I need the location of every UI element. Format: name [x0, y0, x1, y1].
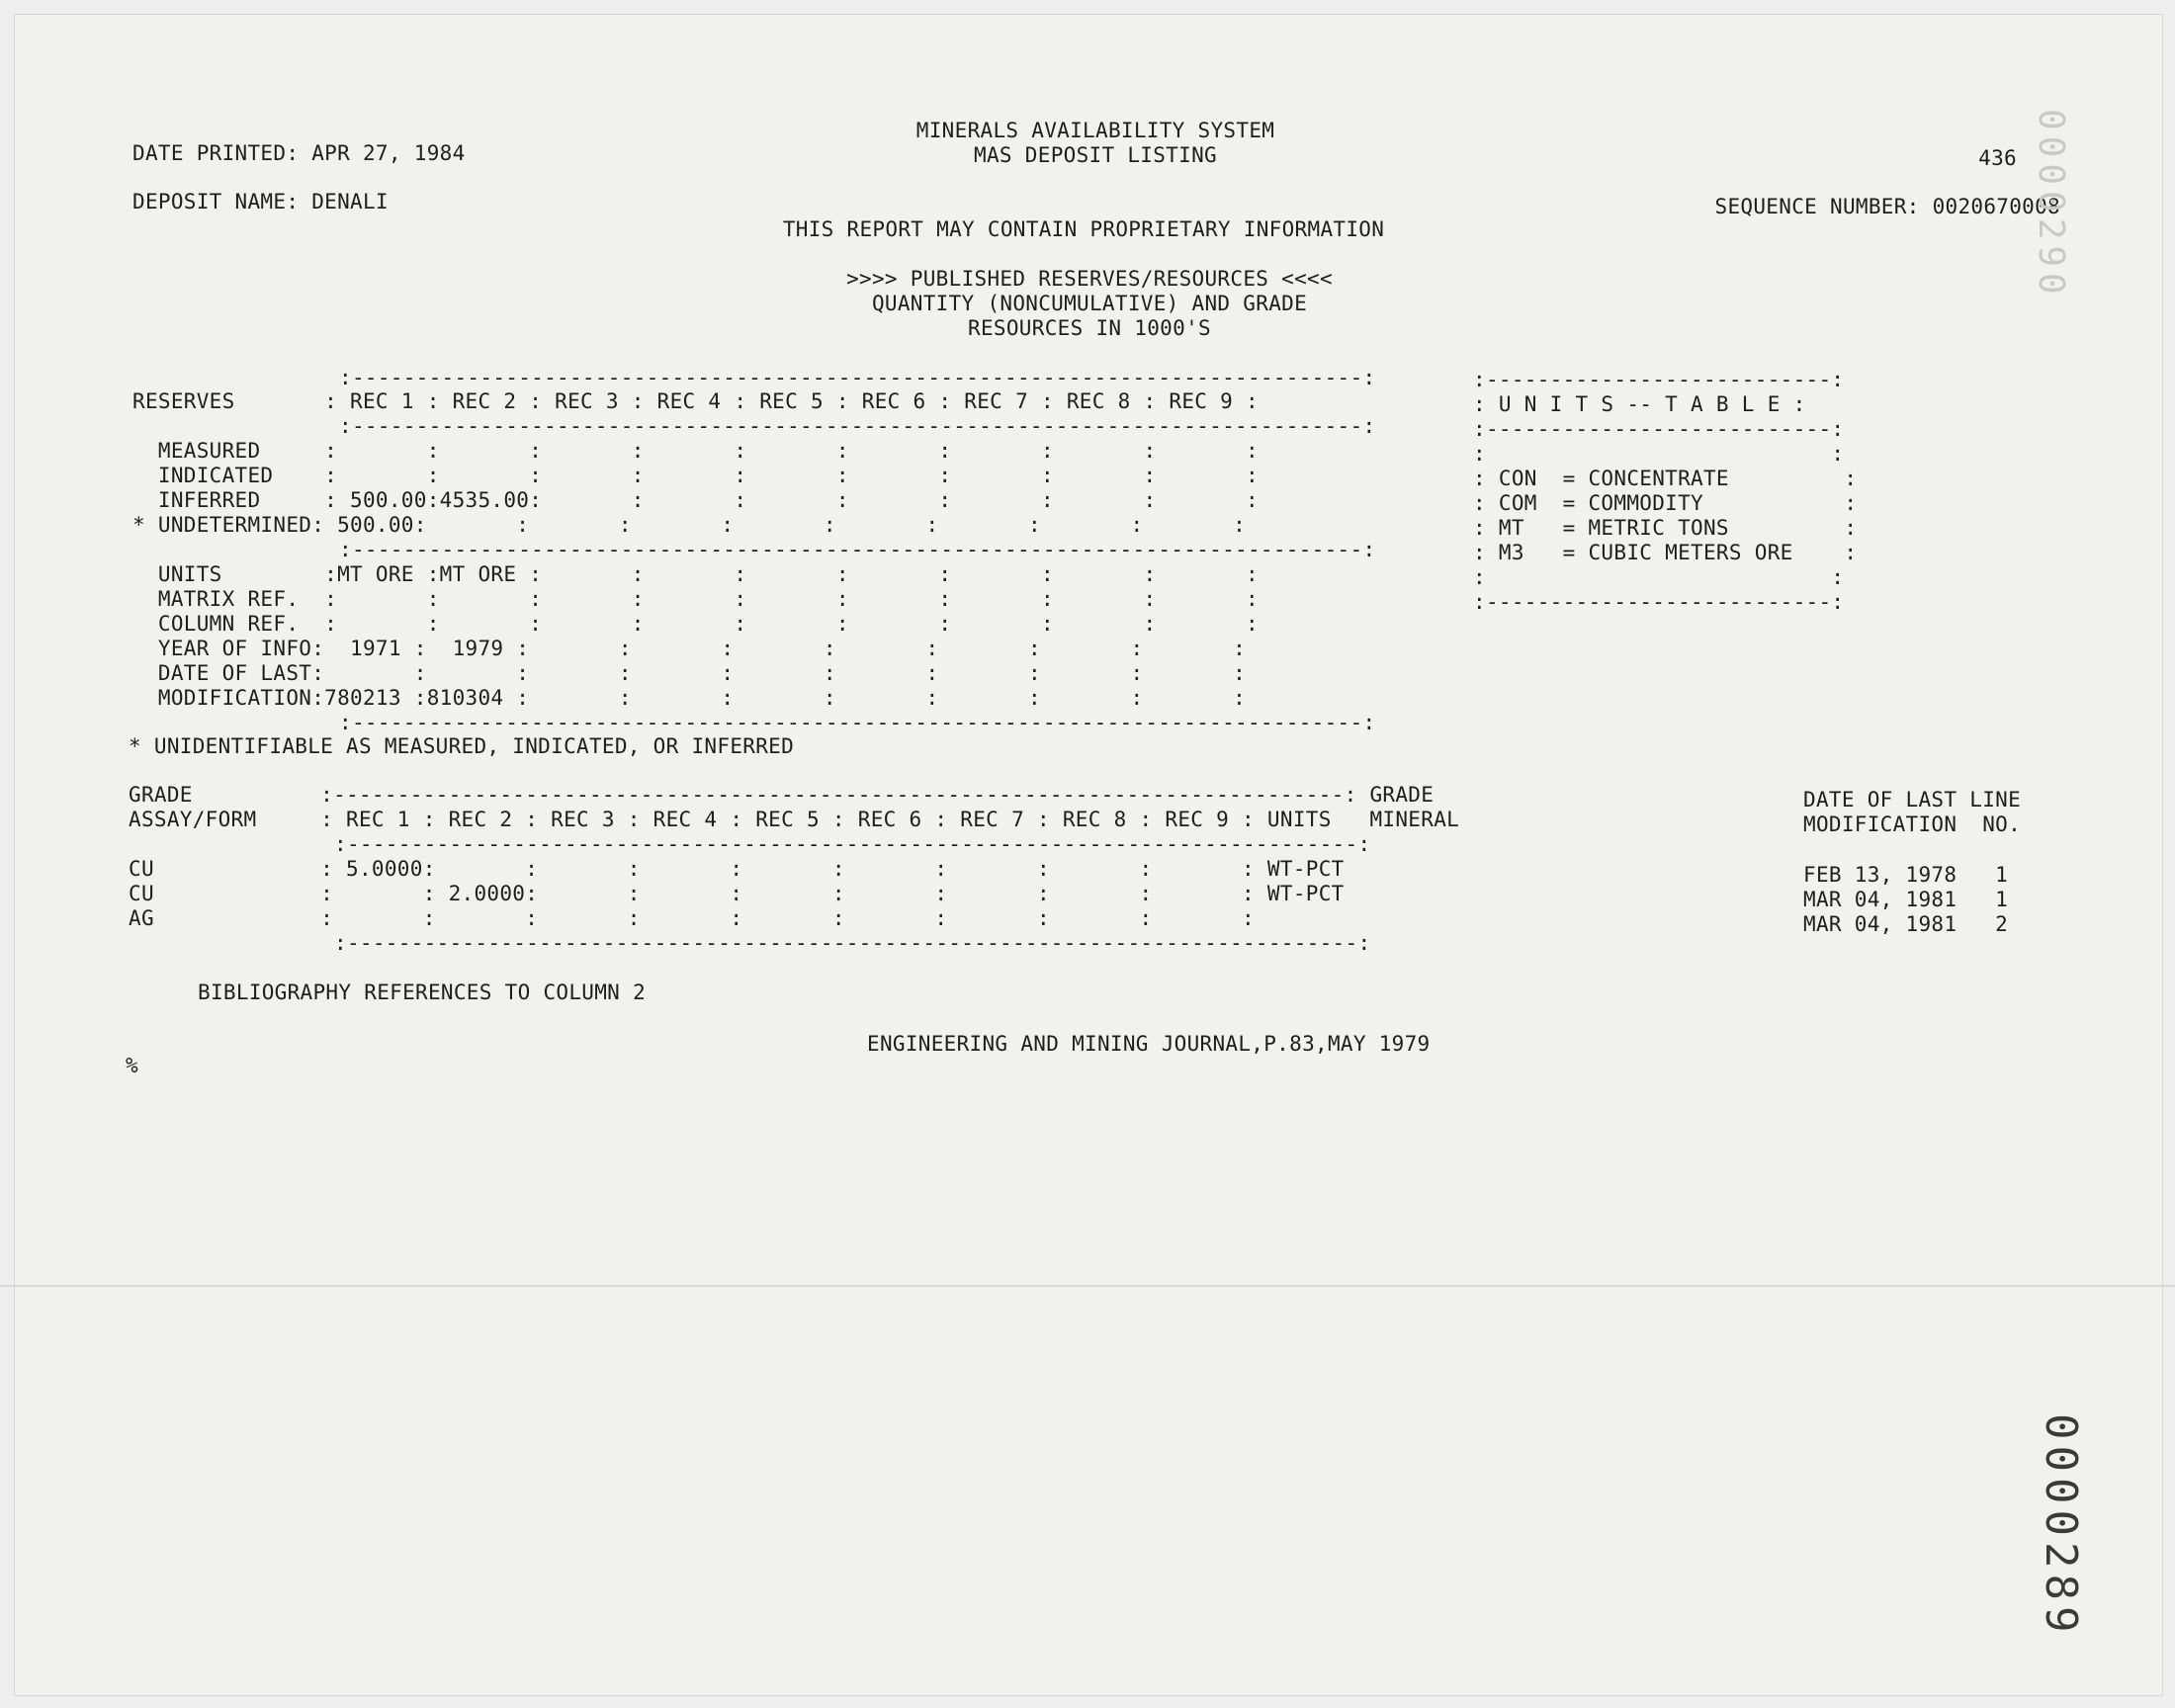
page-stamp-faint: 0000290	[2031, 109, 2071, 300]
bibliography-reference: ENGINEERING AND MINING JOURNAL,P.83,MAY 1979	[867, 1032, 1431, 1056]
table-border: :-------------------------------------------------------------------------------:	[339, 414, 1376, 438]
table-row: AG : : : : : : : : : :	[129, 906, 1255, 930]
sequence-number: SEQUENCE NUMBER: 0020670008	[1714, 195, 2060, 218]
section-title: >>>> PUBLISHED RESERVES/RESOURCES <<<<	[846, 267, 1333, 291]
table-row: * UNDETERMINED: 500.00: : : : : : : : :	[132, 513, 1247, 537]
units-table-border: :---------------------------:	[1473, 368, 1845, 391]
table-row: RESERVES : REC 1 : REC 2 : REC 3 : REC 4 : REC 5 : REC 6 : REC 7 : REC 8 : REC 9 :	[132, 389, 1259, 413]
table-row: MODIFICATION:780213 :810304 : : : : : : : :	[132, 686, 1247, 710]
units-table-border: :---------------------------:	[1473, 417, 1845, 441]
proprietary-notice: THIS REPORT MAY CONTAIN PROPRIETARY INFORMATION	[782, 217, 1385, 241]
table-row: INFERRED : 500.00:4535.00: : : : : : : :	[132, 488, 1259, 512]
listing-title: MAS DEPOSIT LISTING	[974, 143, 1217, 167]
table-row: COLUMN REF. : : : : : : : : : :	[132, 612, 1259, 636]
table-row: INDICATED : : : : : : : : : :	[132, 464, 1259, 487]
table-row: UNITS :MT ORE :MT ORE : : : : : : : :	[132, 562, 1259, 586]
system-title: MINERALS AVAILABILITY SYSTEM	[915, 119, 1275, 142]
modification-row: FEB 13, 1978 1	[1803, 863, 2009, 887]
page-fold-line	[0, 1285, 2175, 1287]
table-border: :-------------------------------------------------------------------------------:	[339, 538, 1376, 561]
table-row: MEASURED : : : : : : : : : :	[132, 439, 1259, 463]
modification-header: MODIFICATION NO.	[1803, 812, 2022, 836]
table-row: CU : : 2.0000: : : : : : : : WT-PCT	[129, 882, 1345, 905]
modification-row: MAR 04, 1981 2	[1803, 912, 2009, 936]
units-table-row: : :	[1473, 442, 1845, 466]
table-row: MATRIX REF. : : : : : : : : : :	[132, 587, 1259, 611]
table-row: YEAR OF INFO: 1971 : 1979 : : : : : : : :	[132, 637, 1247, 660]
page-stamp: 0000289	[2036, 1413, 2086, 1639]
modification-row: MAR 04, 1981 1	[1803, 888, 2009, 911]
table-border: :-------------------------------------------------------------------------------:	[334, 832, 1371, 856]
bibliography-heading: BIBLIOGRAPHY REFERENCES TO COLUMN 2	[198, 981, 647, 1004]
table-border: :-------------------------------------------------------------------------------:	[334, 931, 1371, 955]
end-mark: %	[126, 1054, 138, 1077]
page-number: 436	[1978, 146, 2017, 170]
units-table-row: : CON = CONCENTRATE :	[1473, 467, 1858, 490]
units-table-row: : MT = METRIC TONS :	[1473, 516, 1858, 540]
units-table-border: :---------------------------:	[1473, 590, 1845, 614]
table-row: GRADE :-------------------------------------------------------------------------------: GRADE	[129, 783, 1435, 807]
table-row: CU : 5.0000: : : : : : : : : WT-PCT	[129, 857, 1345, 881]
units-table-title: : U N I T S -- T A B L E :	[1473, 392, 1806, 416]
table-row: DATE OF LAST: : : : : : : : : :	[132, 661, 1247, 685]
table-border: :-------------------------------------------------------------------------------:	[339, 366, 1376, 389]
units-table-row: : M3 = CUBIC METERS ORE :	[1473, 541, 1858, 564]
modification-header: DATE OF LAST LINE	[1803, 788, 2022, 811]
footnote: * UNIDENTIFIABLE AS MEASURED, INDICATED, OR INFERRED	[129, 734, 795, 758]
table-border: :-------------------------------------------------------------------------------:	[339, 711, 1376, 734]
date-printed: DATE PRINTED: APR 27, 1984	[132, 141, 466, 165]
units-table-row: : COM = COMMODITY :	[1473, 491, 1858, 515]
deposit-name: DEPOSIT NAME: DENALI	[132, 190, 389, 214]
section-subtitle: QUANTITY (NONCUMULATIVE) AND GRADE	[871, 292, 1308, 315]
units-table-row: : :	[1473, 565, 1845, 589]
units-note: RESOURCES IN 1000'S	[968, 316, 1211, 340]
table-row: ASSAY/FORM : REC 1 : REC 2 : REC 3 : REC 4 : REC 5 : REC 6 : REC 7 : REC 8 : REC 9 : UNITS MINERAL	[129, 808, 1460, 831]
